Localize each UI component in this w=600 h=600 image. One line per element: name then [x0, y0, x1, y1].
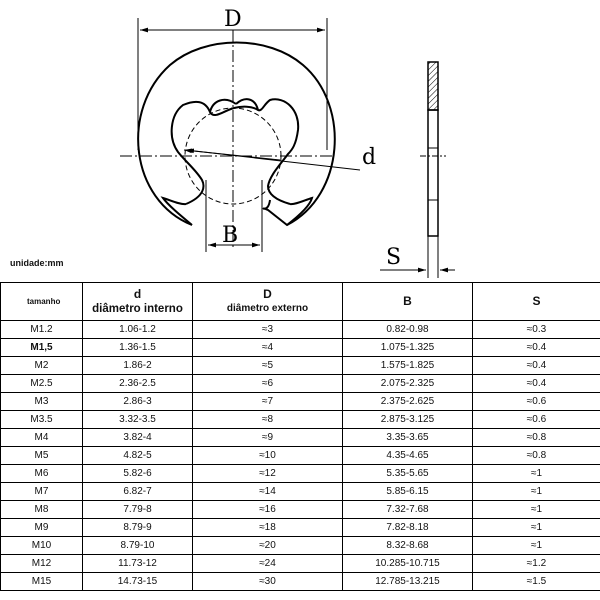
cell-d: 3.82-4 — [83, 429, 193, 447]
cell-size: M5 — [1, 447, 83, 465]
cell-B: 1.075-1.325 — [343, 339, 473, 357]
cell-d: 2.36-2.5 — [83, 375, 193, 393]
cell-B: 12.785-13.215 — [343, 573, 473, 591]
clip-inner-edge — [172, 99, 299, 204]
cell-size: M3 — [1, 393, 83, 411]
cell-B: 0.82-0.98 — [343, 321, 473, 339]
cell-S: ≈0.4 — [473, 357, 600, 375]
cell-size: M6 — [1, 465, 83, 483]
cell-B: 2.875-3.125 — [343, 411, 473, 429]
cell-B: 7.82-8.18 — [343, 519, 473, 537]
cell-d: 2.86-3 — [83, 393, 193, 411]
cell-B: 5.85-6.15 — [343, 483, 473, 501]
header-size: tamanho — [1, 283, 83, 321]
cell-B: 10.285-10.715 — [343, 555, 473, 573]
cell-S: ≈1 — [473, 483, 600, 501]
cell-S: ≈0.6 — [473, 411, 600, 429]
table-row — [1, 573, 600, 591]
cell-S: ≈0.8 — [473, 429, 600, 447]
cell-D: ≈30 — [193, 573, 343, 591]
cell-B: 3.35-3.65 — [343, 429, 473, 447]
cell-B: 2.375-2.625 — [343, 393, 473, 411]
cell-size: M12 — [1, 555, 83, 573]
cell-D: ≈18 — [193, 519, 343, 537]
cell-d: 11.73-12 — [83, 555, 193, 573]
cell-d: 8.79-10 — [83, 537, 193, 555]
cell-D: ≈7 — [193, 393, 343, 411]
cell-size: M4 — [1, 429, 83, 447]
header-D — [193, 283, 343, 321]
cell-S: ≈0.4 — [473, 339, 600, 357]
cell-d: 6.82-7 — [83, 483, 193, 501]
dimension-B-label: B — [222, 223, 239, 248]
cell-D: ≈3 — [193, 321, 343, 339]
cell-size: M2.5 — [1, 375, 83, 393]
dimension-table — [0, 282, 600, 591]
header-d-desc: diâmetro interno — [92, 302, 183, 315]
cell-d: 8.79-9 — [83, 519, 193, 537]
table-row — [1, 483, 600, 501]
cell-S: ≈0.6 — [473, 393, 600, 411]
cell-d: 4.82-5 — [83, 447, 193, 465]
cell-d: 1.06-1.2 — [83, 321, 193, 339]
cell-d: 1.36-1.5 — [83, 339, 193, 357]
table-row — [1, 321, 600, 339]
table-row — [1, 465, 600, 483]
cell-S: ≈1.2 — [473, 555, 600, 573]
table-header-row — [1, 283, 600, 321]
center-lines — [120, 30, 335, 250]
cell-B: 8.32-8.68 — [343, 537, 473, 555]
e-clip-technical-drawing — [0, 0, 600, 282]
header-d — [83, 283, 193, 321]
cell-size: M1,5 — [1, 339, 83, 357]
cell-D: ≈20 — [193, 537, 343, 555]
table-row — [1, 501, 600, 519]
cell-D: ≈9 — [193, 429, 343, 447]
cell-B: 4.35-4.65 — [343, 447, 473, 465]
cell-S: ≈1 — [473, 501, 600, 519]
cell-D: ≈24 — [193, 555, 343, 573]
cell-B: 7.32-7.68 — [343, 501, 473, 519]
cell-S: ≈0.3 — [473, 321, 600, 339]
cell-S: ≈1 — [473, 519, 600, 537]
table-row — [1, 393, 600, 411]
cell-S: ≈1 — [473, 465, 600, 483]
cell-D: ≈5 — [193, 357, 343, 375]
table-row — [1, 411, 600, 429]
cell-S: ≈0.4 — [473, 375, 600, 393]
cell-size: M10 — [1, 537, 83, 555]
cell-size: M9 — [1, 519, 83, 537]
e-clip-front-view — [138, 43, 335, 226]
cell-size: M8 — [1, 501, 83, 519]
cell-size: M3.5 — [1, 411, 83, 429]
table-row — [1, 519, 600, 537]
cell-S: ≈0.8 — [473, 447, 600, 465]
cell-D: ≈10 — [193, 447, 343, 465]
table-row — [1, 447, 600, 465]
table-row — [1, 357, 600, 375]
cell-D: ≈6 — [193, 375, 343, 393]
table-row — [1, 555, 600, 573]
header-S: S — [473, 283, 600, 321]
dimension-D-label: D — [224, 7, 242, 32]
cell-d: 7.79-8 — [83, 501, 193, 519]
table-row — [1, 339, 600, 357]
table-row — [1, 375, 600, 393]
dimension-d-label: d — [362, 145, 377, 170]
cell-S: ≈1 — [473, 537, 600, 555]
table-body — [1, 321, 600, 591]
cell-B: 2.075-2.325 — [343, 375, 473, 393]
e-clip-side-view — [420, 62, 446, 236]
cell-S: ≈1.5 — [473, 573, 600, 591]
cell-B: 5.35-5.65 — [343, 465, 473, 483]
table-row — [1, 537, 600, 555]
cell-D: ≈16 — [193, 501, 343, 519]
unit-label: unidade:mm — [10, 258, 64, 268]
header-D-symbol: D — [263, 287, 272, 301]
cell-size: M7 — [1, 483, 83, 501]
cell-d: 14.73-15 — [83, 573, 193, 591]
cell-D: ≈8 — [193, 411, 343, 429]
cell-size: M2 — [1, 357, 83, 375]
cell-D: ≈4 — [193, 339, 343, 357]
cell-D: ≈12 — [193, 465, 343, 483]
clip-outer-edge — [138, 43, 335, 226]
cell-D: ≈14 — [193, 483, 343, 501]
cell-d: 1.86-2 — [83, 357, 193, 375]
header-B: B — [343, 283, 473, 321]
header-D-desc: diâmetro externo — [226, 303, 309, 314]
table-row — [1, 429, 600, 447]
cell-d: 3.32-3.5 — [83, 411, 193, 429]
cell-size: M15 — [1, 573, 83, 591]
cell-d: 5.82-6 — [83, 465, 193, 483]
cell-size: M1.2 — [1, 321, 83, 339]
cell-B: 1.575-1.825 — [343, 357, 473, 375]
dimension-S-label: S — [386, 245, 402, 270]
header-d-symbol: d — [133, 286, 142, 301]
